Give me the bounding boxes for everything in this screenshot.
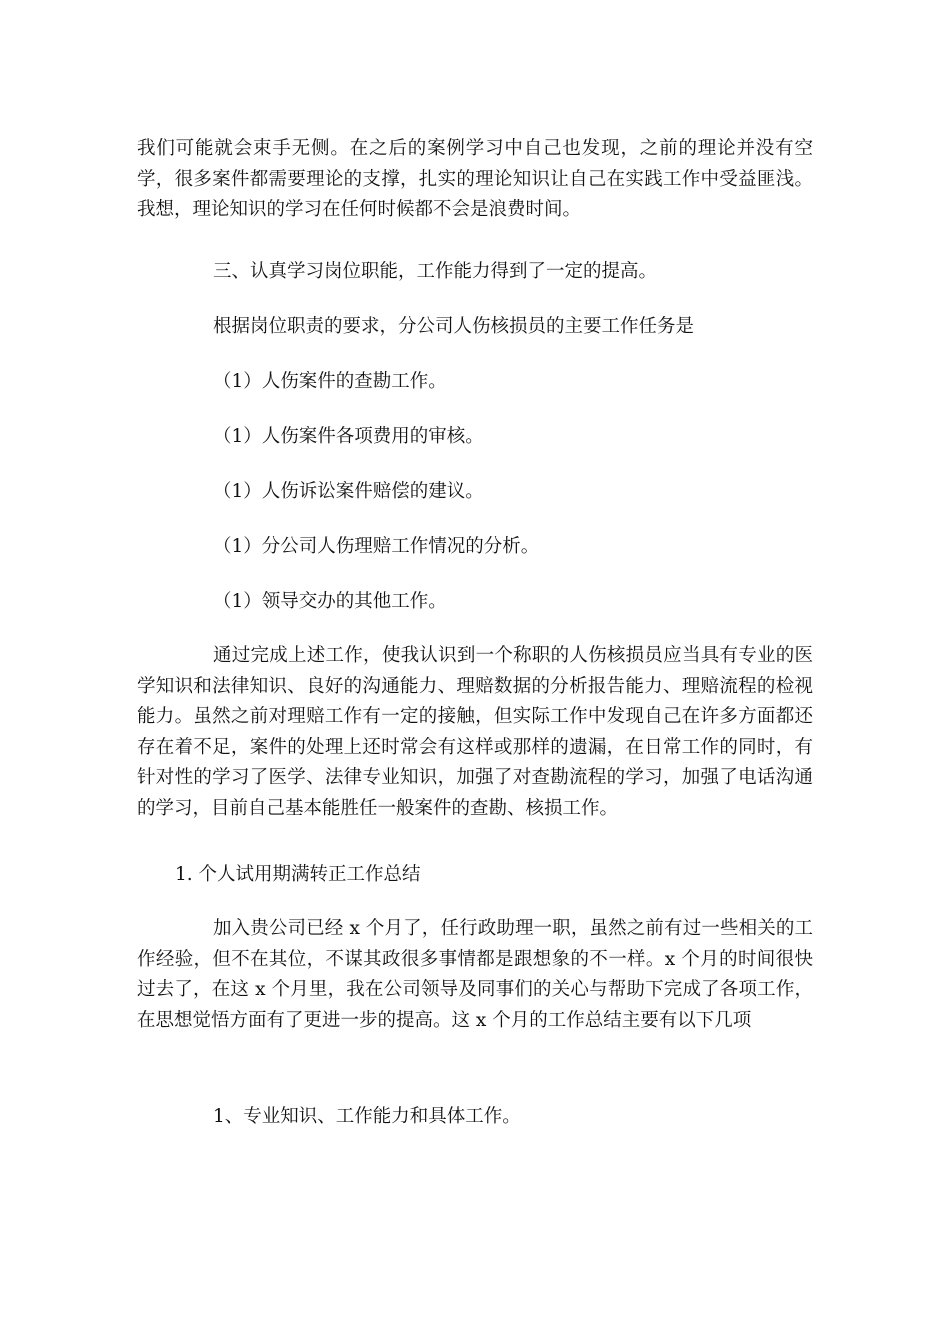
list-item-duty-1: （1）人伤案件的查勘工作。 [213, 371, 447, 392]
list-item-duty-4: （1）分公司人伤理赔工作情况的分析。 [213, 536, 540, 557]
paragraph-theory-learning: 我们可能就会束手无侧。在之后的案例学习中自己也发现，之前的理论并没有空学，很多案件都需要理论的支撑，扎实的理论知识让自己在实践工作中受益匪浅。我想，理论知识的学习在任何时候都不会是浪费时间。 [137, 138, 813, 220]
list-item-duty-5: （1）领导交办的其他工作。 [213, 591, 447, 612]
list-item-duty-2: （1）人伤案件各项费用的审核。 [213, 426, 484, 447]
paragraph-work-reflection: 通过完成上述工作，使我认识到一个称职的人伤核损员应当具有专业的医学知识和法律知识、良好的沟通能力、理赔数据的分析报告能力、理赔流程的检视能力。虽然之前对理赔工作有一定的接触，但实际工作中发现自己在许多方面都还存在着不足，案件的处理上还时常会有这样或那样的遗漏，在日常工作的同时，有针对性的学习了医学、法律专业知识，加强了对查勘流程的学习，加强了电话沟通的学习，目前自己基本能胜任一般案件的查勘、核损工作。 [137, 645, 813, 819]
paragraph-professional-knowledge: 1、专业知识、工作能力和具体工作。 [213, 1106, 521, 1127]
paragraph-probation-intro: 加入贵公司已经 x 个月了，任行政助理一职，虽然之前有过一些相关的工作经验，但不在其位，不谋其政很多事情都是跟想象的不一样。x 个月的时间很快过去了，在这 x 个月里，我在公司领导及同事们的关心与帮助下完成了各项工作，在思想觉悟方面有了更进一步的提高。这 x 个月的工作总结主要有以下几项 [137, 918, 813, 1031]
section-title-probation-summary: 1. 个人试用期满转正工作总结 [175, 864, 421, 885]
heading-section-three: 三、认真学习岗位职能，工作能力得到了一定的提高。 [213, 261, 658, 282]
list-item-duty-3: （1）人伤诉讼案件赔偿的建议。 [213, 481, 484, 502]
paragraph-job-duties-intro: 根据岗位职责的要求，分公司人伤核损员的主要工作任务是 [213, 316, 695, 337]
